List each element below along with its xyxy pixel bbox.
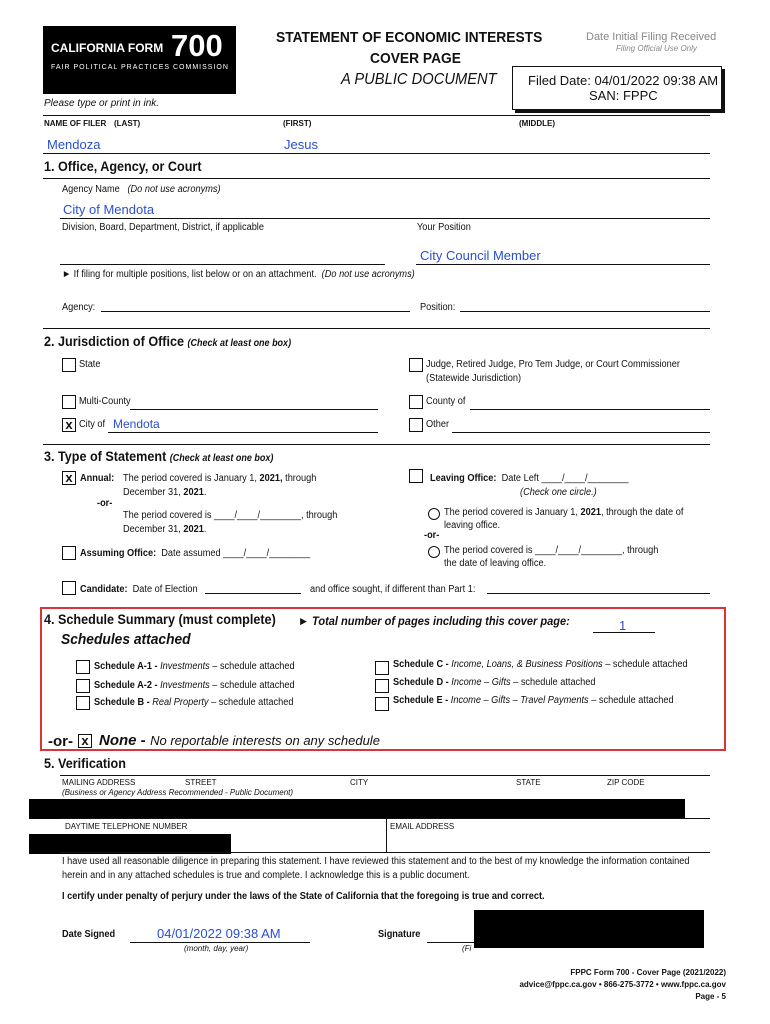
schedule-c-checkbox[interactable] xyxy=(375,661,389,675)
form-title: STATEMENT OF ECONOMIC INTERESTS xyxy=(276,29,543,46)
schedule-a1-tail: – schedule attached xyxy=(209,661,295,672)
schedule-e-desc: Income – Gifts – Travel Payments xyxy=(450,695,589,706)
leave-option2-line1: The period covered is ____/____/________, through xyxy=(444,545,659,556)
mailing-address-label: MAILING ADDRESS xyxy=(62,778,136,787)
none-label: None - xyxy=(99,732,146,749)
county-checkbox[interactable] xyxy=(409,395,423,409)
assuming-row xyxy=(80,548,310,559)
period-dec-text: December 31, xyxy=(123,524,184,535)
or-label-1: -or- xyxy=(97,498,113,509)
schedule-e-code: Schedule E - xyxy=(393,695,451,706)
footer-page-number: Page - 5 xyxy=(695,992,726,1001)
schedule-d-code: Schedule D - xyxy=(393,677,452,688)
leave-option1-line2: leaving office. xyxy=(444,520,501,531)
last-label: (LAST) xyxy=(114,119,141,128)
schedule-a1-code: Schedule A-1 - xyxy=(94,661,161,672)
your-position-label: Your Position xyxy=(417,222,471,233)
leave-opt1-text-b: , through the date of xyxy=(601,507,684,518)
leaving-checkbox[interactable] xyxy=(409,469,423,483)
schedule-a2-code: Schedule A-2 - xyxy=(94,680,161,691)
total-pages-value[interactable]: 1 xyxy=(619,618,627,633)
schedule-d-tail: – schedule attached xyxy=(510,677,596,688)
business-address-note: (Business or Agency Address Recommended - Public Document) xyxy=(62,788,294,797)
section5-title: 5. Verification xyxy=(44,755,126,771)
phone-email-divider xyxy=(386,818,387,852)
footer-contact: advice@fppc.ca.gov • 866-275-3772 • www.fppc.ca.gov xyxy=(519,980,726,989)
agency-name-hint: (Do not use acronyms) xyxy=(127,184,221,195)
san-label: SAN: FPPC xyxy=(589,88,658,103)
annual-period-line1 xyxy=(123,473,316,484)
schedule-d-label xyxy=(393,677,596,688)
city-value[interactable]: Mendota xyxy=(113,417,160,431)
agency2-label: Agency: xyxy=(62,302,96,313)
schedule-b-desc: Real Property xyxy=(152,697,209,708)
annual-year-1: 2021, xyxy=(259,473,283,484)
position2-line[interactable] xyxy=(460,311,710,312)
city-checkbox[interactable]: x xyxy=(62,418,76,432)
candidate-label: Candidate: xyxy=(80,584,128,595)
address-line xyxy=(60,818,710,819)
leave-opt1-year: 2021 xyxy=(580,507,602,518)
certify-statement: I certify under penalty of perjury under the laws of the State of California that the foregoing is true and correct. xyxy=(62,891,545,902)
leaving-label: Leaving Office: xyxy=(430,473,497,484)
signature-line[interactable] xyxy=(427,942,474,943)
state-label: State xyxy=(79,359,101,370)
schedule-c-label xyxy=(393,659,688,670)
statewide-label: (Statewide Jurisdiction) xyxy=(426,373,522,384)
county-of-label: County of xyxy=(426,396,466,407)
section3-hint: (Check at least one box) xyxy=(169,453,274,464)
judge-checkbox[interactable] xyxy=(409,358,423,372)
candidate-row xyxy=(80,584,198,595)
other-checkbox[interactable] xyxy=(409,418,423,432)
signature-redaction xyxy=(474,910,704,948)
date-signed-label: Date Signed xyxy=(62,929,116,940)
multiple-positions-note xyxy=(62,269,415,280)
form-number: 700 xyxy=(171,28,223,63)
public-document-label: A PUBLIC DOCUMENT xyxy=(341,71,497,88)
date-signed-line xyxy=(130,942,310,943)
schedule-a2-tail: – schedule attached xyxy=(209,680,295,691)
none-text: No reportable interests on any schedule xyxy=(150,733,380,748)
none-row xyxy=(99,732,380,750)
leaving-text: Date Left ____/____/________ xyxy=(501,473,629,484)
annual-text-2a: December 31, xyxy=(123,487,184,498)
candidate-text: Date of Election xyxy=(132,584,198,595)
schedule-d-desc: Income – Gifts xyxy=(451,677,511,688)
signature-label: Signature xyxy=(378,929,421,940)
office-sought-label: and office sought, if different than Part 1: xyxy=(310,584,476,595)
filer-first-name[interactable]: Jesus xyxy=(284,137,318,152)
schedule-a1-desc: Investments xyxy=(160,661,210,672)
address-redaction xyxy=(29,799,685,819)
section2-title-text: 2. Jurisdiction of Office xyxy=(44,333,185,349)
section2-title xyxy=(44,333,291,349)
period-covered-line: The period covered is ____/____/________, through xyxy=(123,510,338,521)
filer-last-name[interactable]: Mendoza xyxy=(47,137,101,152)
schedule-d-checkbox[interactable] xyxy=(375,679,389,693)
section1-title: 1. Office, Agency, or Court xyxy=(44,158,202,174)
email-label: EMAIL ADDRESS xyxy=(390,822,455,831)
form-subtitle: COVER PAGE xyxy=(370,50,461,67)
schedule-b-checkbox[interactable] xyxy=(76,696,90,710)
position2-label: Position: xyxy=(420,302,456,313)
assuming-label: Assuming Office: xyxy=(80,548,157,559)
commission-name: FAIR POLITICAL PRACTICES COMMISSION xyxy=(51,64,229,71)
diligence-line2: herein and in any attached schedules is true and complete. I acknowledge this is a public document. xyxy=(62,870,470,881)
filer-top-rule xyxy=(43,115,710,116)
official-use-label: Filing Official Use Only xyxy=(616,44,697,53)
check-circle-note: (Check one circle.) xyxy=(520,487,597,498)
section4-title: 4. Schedule Summary (must complete) xyxy=(44,611,276,627)
none-checkbox[interactable]: x xyxy=(78,734,92,748)
period-year: 2021 xyxy=(183,524,204,535)
form-badge xyxy=(43,26,236,94)
division-label: Division, Board, Department, District, if applicable xyxy=(62,222,264,233)
leave-opt1-text-a: The period covered is January 1, xyxy=(444,507,581,518)
annual-year-2: 2021 xyxy=(183,487,204,498)
assuming-text: Date assumed ____/____/________ xyxy=(161,548,311,559)
agency2-line[interactable] xyxy=(101,311,410,312)
city-line xyxy=(108,432,378,433)
leaving-row xyxy=(430,473,628,484)
schedule-c-desc: Income, Loans, & Business Positions xyxy=(451,659,603,670)
date-format-hint: (month, day, year) xyxy=(184,944,249,953)
annual-checkbox[interactable]: x xyxy=(62,471,76,485)
schedule-a2-label xyxy=(94,680,295,691)
leave-option1-radio[interactable] xyxy=(428,508,440,520)
diligence-line1: I have used all reasonable diligence in preparing this statement. I have reviewed this statement and to the best of my knowledge the information contained xyxy=(62,856,690,867)
schedule-a1-checkbox[interactable] xyxy=(76,660,90,674)
name-of-filer-label: NAME OF FILER xyxy=(44,119,107,128)
schedule-e-checkbox[interactable] xyxy=(375,697,389,711)
county-line[interactable] xyxy=(470,409,710,410)
annual-label: Annual: xyxy=(80,473,115,484)
leave-option2-line2: the date of leaving office. xyxy=(444,558,547,569)
city-label: CITY xyxy=(350,778,369,787)
section3-top-rule xyxy=(43,444,710,445)
annual-text-1a: The period covered is January 1, xyxy=(123,473,260,484)
section3-title xyxy=(44,448,273,464)
period-dec-line: December 31, 2021. xyxy=(123,524,207,535)
total-pages-line xyxy=(593,632,655,633)
filer-bottom-rule xyxy=(43,153,710,154)
or-label-2: -or- xyxy=(424,530,440,541)
schedule-a2-checkbox[interactable] xyxy=(76,679,90,693)
agency-name-line xyxy=(60,218,710,219)
section2-top-rule xyxy=(43,328,710,329)
street-label: STREET xyxy=(185,778,217,787)
multi-county-line[interactable] xyxy=(130,409,378,410)
other-label: Other xyxy=(426,419,450,430)
annual-text-1b: through xyxy=(282,473,317,484)
schedule-b-code: Schedule B - xyxy=(94,697,153,708)
schedule-a2-desc: Investments xyxy=(160,680,210,691)
annual-text-2b: . xyxy=(203,487,207,498)
schedules-attached-label: Schedules attached xyxy=(61,631,191,648)
schedule-e-label xyxy=(393,695,674,706)
schedule-e-tail: – schedule attached xyxy=(588,695,674,706)
middle-label: (MIDDLE) xyxy=(519,119,555,128)
multi-county-checkbox[interactable] xyxy=(62,395,76,409)
multi-county-label: Multi-County xyxy=(79,396,131,407)
other-line[interactable] xyxy=(452,432,710,433)
phone-label: DAYTIME TELEPHONE NUMBER xyxy=(65,822,188,831)
position-line xyxy=(416,264,710,265)
leave-option2-radio[interactable] xyxy=(428,546,440,558)
schedule-c-code: Schedule C - xyxy=(393,659,452,670)
first-label: (FIRST) xyxy=(283,119,312,128)
schedule-a1-label xyxy=(94,661,295,672)
filed-date-box xyxy=(512,66,722,110)
schedule-b-label xyxy=(94,697,293,708)
office-sought-line[interactable] xyxy=(487,593,710,594)
section3-title-text: 3. Type of Statement xyxy=(44,448,167,464)
total-pages-label: ► Total number of pages including this cover page: xyxy=(298,614,570,628)
state-checkbox[interactable] xyxy=(62,358,76,372)
date-signed-value[interactable]: 04/01/2022 09:38 AM xyxy=(157,926,281,941)
filed-date: Filed Date: 04/01/2022 09:38 AM xyxy=(528,73,719,88)
section5-rule xyxy=(60,775,710,776)
please-type-note: Please type or print in ink. xyxy=(44,98,160,109)
schedule-c-tail: – schedule attached xyxy=(602,659,688,670)
section1-rule xyxy=(43,178,710,179)
position-value[interactable]: City Council Member xyxy=(420,248,541,263)
multiple-note-text: ► If filing for multiple positions, list below or on an attachment. xyxy=(62,269,317,280)
state-col-label: STATE xyxy=(516,778,541,787)
zip-label: ZIP CODE xyxy=(607,778,645,787)
judge-label: Judge, Retired Judge, Pro Tem Judge, or Court Commissioner xyxy=(426,359,680,370)
schedule-b-tail: – schedule attached xyxy=(208,697,294,708)
agency-name-text: Agency Name xyxy=(62,184,120,195)
city-of-label: City of xyxy=(79,419,106,430)
agency-name-label xyxy=(62,184,221,195)
none-or-label: -or- xyxy=(48,733,73,750)
candidate-checkbox[interactable] xyxy=(62,581,76,595)
agency-name-value[interactable]: City of Mendota xyxy=(63,202,155,217)
section2-hint: (Check at least one box) xyxy=(187,338,292,349)
leave-option1-line1 xyxy=(444,507,683,518)
assuming-checkbox[interactable] xyxy=(62,546,76,560)
election-date-line[interactable] xyxy=(205,593,301,594)
annual-period-line2 xyxy=(123,487,206,498)
signature-hint: (Fi xyxy=(462,944,472,953)
footer-form-id: FPPC Form 700 - Cover Page (2021/2022) xyxy=(570,968,726,977)
phone-redaction xyxy=(29,834,231,854)
division-line[interactable] xyxy=(60,264,385,265)
date-initial-label: Date Initial Filing Received xyxy=(586,31,717,43)
form-label: CALIFORNIA FORM xyxy=(51,41,164,55)
multiple-note-hint: (Do not use acronyms) xyxy=(321,269,415,280)
phone-line xyxy=(60,852,710,853)
